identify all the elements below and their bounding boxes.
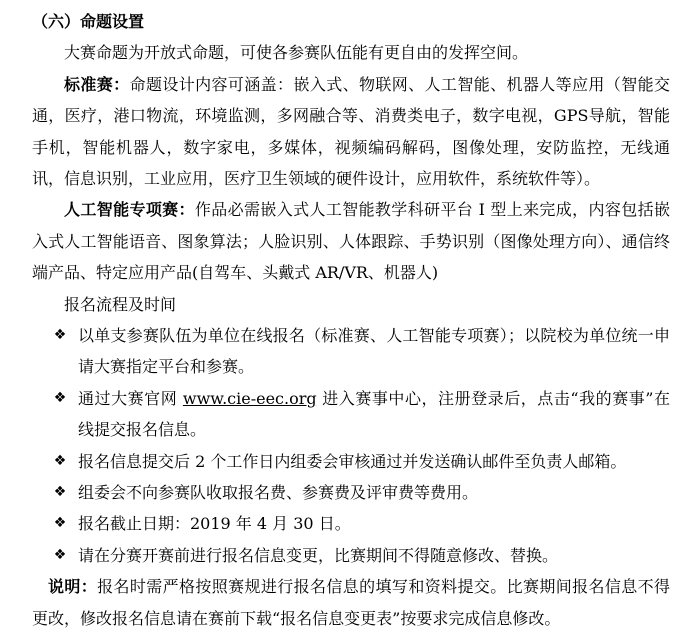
ai-text: 作品必需嵌入式人工智能教学科研平台 I 型上来完成，内容包括嵌入式人工智能语音、图象算法；人脸识别、人体跟踪、手势识别（图像处理方向）、通信终端产品、特定应用产品(自驾车、头戴式 AR/VR、机器人) xyxy=(32,200,670,283)
note-text: 报名时需严格按照赛规进行报名信息的填写和资料提交。比赛期间报名信息不得更改，修改报名信息请在赛前下载“报名信息变更表”按要求完成信息修改。 xyxy=(32,577,670,628)
registration-list xyxy=(32,320,670,571)
registration-title: 报名流程及时间 xyxy=(64,294,177,314)
website-link[interactable]: www.cie-eec.org xyxy=(182,388,317,408)
list-item-text-before: 通过大赛官网 xyxy=(78,388,183,408)
list-item xyxy=(32,477,670,508)
diamond-bullet-icon: ❖ xyxy=(53,484,67,501)
note-label: 说明： xyxy=(48,577,98,597)
diamond-bullet-icon: ❖ xyxy=(53,515,67,532)
diamond-bullet-icon: ❖ xyxy=(53,452,67,469)
list-item xyxy=(32,446,670,477)
list-item-text-after: 进入赛事中心，注册登录后，点击“我的赛事”在线提交报名信息。 xyxy=(78,388,670,440)
list-item-text: 请在分赛开赛前进行报名信息变更，比赛期间不得随意修改、替换。 xyxy=(78,545,559,565)
section-heading: （六）命题设置 xyxy=(32,12,145,31)
list-item-text: 报名信息提交后 2 个工作日内组委会审核通过并发送确认邮件至负责人邮箱。 xyxy=(78,451,627,471)
ai-paragraph xyxy=(32,194,670,288)
ai-label: 人工智能专项赛： xyxy=(64,200,195,220)
list-item xyxy=(32,540,670,571)
list-item xyxy=(32,320,670,383)
standard-paragraph xyxy=(32,69,670,195)
standard-text: 命题设计内容可涵盖：嵌入式、物联网、人工智能、机器人等应用（智能交通，医疗，港口物流，环境监测，多网融合等、消费类电子，数字电视，GPS导航，智能手机，智能机器人，数字家电，多媒体，视频编码解码，图像处理，安防监控，无线通讯，信息识别，工业应用，医疗卫生领域的硬件设计，应用软件，系统软件等）。 xyxy=(32,74,670,189)
intro-paragraph: 大赛命题为开放式命题，可使各参赛队伍能有更自由的发挥空间。 xyxy=(64,43,529,63)
list-item-text: 以单支参赛队伍为单位在线报名（标准赛、人工智能专项赛）；以院校为单位统一申请大赛指定平台和参赛。 xyxy=(78,326,670,377)
list-item xyxy=(32,508,670,539)
list-item-text: 组委会不向参赛队收取报名费、参赛费及评审费等费用。 xyxy=(78,483,479,503)
diamond-bullet-icon: ❖ xyxy=(53,389,67,406)
list-item-text: 报名截止日期：2019 年 4 月 30 日。 xyxy=(78,514,351,534)
diamond-bullet-icon: ❖ xyxy=(53,327,67,344)
list-item xyxy=(32,383,670,446)
note-paragraph xyxy=(32,571,670,634)
diamond-bullet-icon: ❖ xyxy=(53,546,67,563)
standard-label: 标准赛： xyxy=(64,74,130,94)
